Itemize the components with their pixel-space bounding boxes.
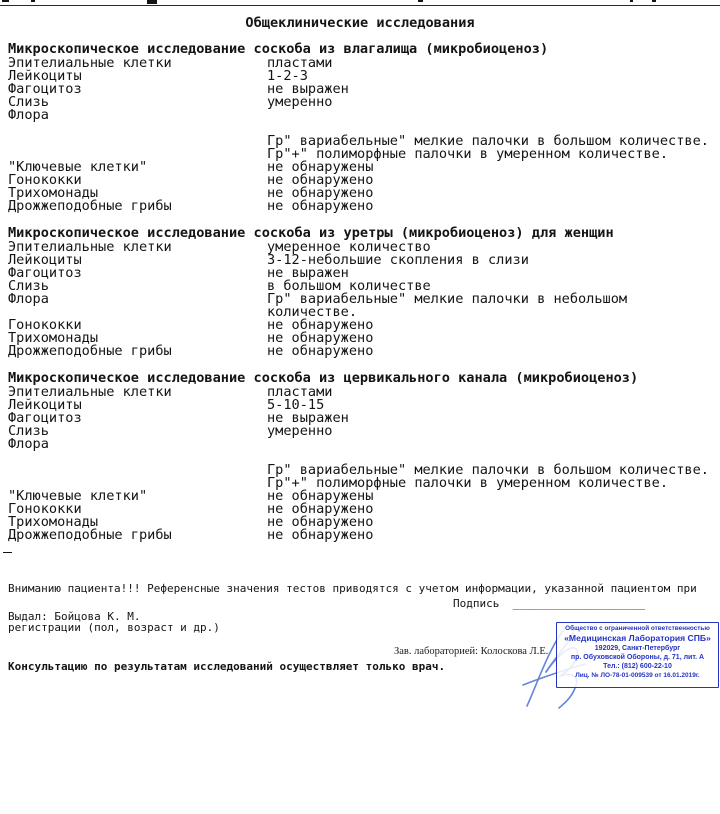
parameter-label: Слизь — [8, 423, 49, 439]
parameter-value: не обнаружено — [267, 343, 374, 359]
parameter-label: Эпителиальные клетки — [8, 384, 172, 400]
parameter-label: Дрожжеподобные грибы — [8, 343, 172, 359]
result-row — [8, 254, 718, 267]
parameter-value: не обнаружены — [267, 488, 374, 504]
parameter-label — [8, 464, 267, 477]
parameter-label: "Ключевые клетки" — [8, 488, 148, 504]
parameter-value: Гр"+" полиморфные палочки в умеренном количестве. — [267, 146, 669, 162]
parameter-value: не обнаружено — [267, 501, 374, 517]
parameter-value: Гр" вариабельные" мелкие палочки в большом количестве. — [267, 133, 709, 149]
parameter-label: Лейкоциты — [8, 397, 82, 413]
stamp-line-company-type: Общество с ограниченной ответственностью — [565, 625, 710, 632]
parameter-value: пластами — [267, 55, 333, 71]
section-rows — [8, 386, 718, 542]
section-heading: Микроскопическое исследование соскоба из уретры (микробиоценоз) для женщин — [8, 225, 614, 241]
parameter-label: Флора — [8, 436, 49, 452]
result-row — [8, 57, 718, 70]
parameter-value: умеренное количество — [267, 239, 431, 255]
parameter-label: Фагоцитоз — [8, 410, 82, 426]
stamp-line-lab-name: «Медицинская Лаборатория СПБ» — [564, 633, 711, 644]
stamp-line-address: пр. Обуховской Обороны, д. 71, лит. А — [570, 654, 705, 661]
section-rows — [8, 57, 718, 213]
parameter-label — [8, 451, 267, 464]
parameter-value — [267, 438, 718, 451]
parameter-label: Эпителиальные клетки — [8, 55, 172, 71]
signature-field — [453, 597, 645, 610]
parameter-value: не обнаружено — [267, 185, 374, 201]
result-row — [8, 293, 718, 306]
parameter-value: 5-10-15 — [267, 397, 325, 413]
parameter-value — [267, 109, 718, 122]
results-sections — [8, 42, 718, 555]
section-heading: Микроскопическое исследование соскоба из цервикального канала (микробиоценоз) — [8, 370, 639, 386]
parameter-label: Дрожжеподобные грибы — [8, 527, 172, 543]
parameter-label: Гонококки — [8, 317, 82, 333]
parameter-value: 1-2-3 — [267, 68, 308, 84]
lab-stamp — [556, 622, 719, 688]
parameter-label: Флора — [8, 291, 49, 307]
section-rows — [8, 241, 718, 358]
parameter-label: Трихомонады — [8, 185, 99, 201]
parameter-label: Трихомонады — [8, 514, 99, 530]
parameter-value: не выражен — [267, 81, 349, 97]
result-row — [8, 386, 718, 399]
consultation-notice: Консультацию по результатам исследований осуществляет только врач. — [8, 660, 446, 673]
result-row — [8, 200, 718, 213]
parameter-label: Фагоцитоз — [8, 265, 82, 281]
parameter-value: Гр"+" полиморфные палочки в умеренном количестве. — [267, 475, 669, 491]
result-row — [8, 438, 718, 451]
result-row — [8, 109, 718, 122]
parameter-label: Слизь — [8, 94, 49, 110]
parameter-label: Фагоцитоз — [8, 81, 82, 97]
parameter-value: 3-12-небольшие скопления в слизи — [267, 252, 529, 268]
result-section — [8, 226, 718, 358]
parameter-value: не обнаружены — [267, 159, 374, 175]
result-row — [8, 529, 718, 542]
header-divider — [0, 5, 720, 6]
parameter-label: Трихомонады — [8, 330, 99, 346]
parameter-value: количестве. — [267, 304, 358, 320]
notice-line-2: регистрации (пол, возраст и др.) — [8, 621, 220, 634]
signature-label: Подпись — [453, 597, 500, 610]
parameter-value: не обнаружено — [267, 198, 374, 214]
parameter-label: Флора — [8, 107, 49, 123]
parameter-value: пластами — [267, 384, 333, 400]
result-row — [8, 345, 718, 358]
parameter-label: "Ключевые клетки" — [8, 159, 148, 175]
parameter-value: не обнаружено — [267, 172, 374, 188]
issued-by: Выдал: Бойцова К. М. — [8, 610, 141, 623]
stamp-line-postcode-city: 192029, Санкт-Петербург — [594, 645, 681, 652]
parameter-label: Гонококки — [8, 501, 82, 517]
stamp-line-phone: Тел.: (812) 600-22-10 — [603, 663, 672, 670]
parameter-label: Лейкоциты — [8, 252, 82, 268]
parameter-value: Гр" вариабельные" мелкие палочки в большом количестве. — [267, 462, 709, 478]
result-row — [8, 399, 718, 412]
parameter-value: не выражен — [267, 265, 349, 281]
result-section — [8, 371, 718, 542]
section-heading: Микроскопическое исследование соскоба из влагалища (микробиоценоз) — [8, 41, 549, 57]
parameter-label — [8, 135, 267, 148]
lab-head-name: Зав. лабораторией: Колоскова Л.Е. — [394, 646, 549, 657]
signature-blank-line: ____________________ — [512, 597, 646, 610]
result-row — [8, 83, 718, 96]
parameter-value: не выражен — [267, 410, 349, 426]
parameter-value: Гр" вариабельные" мелкие палочки в небольшом — [267, 291, 628, 307]
parameter-value: не обнаружено — [267, 527, 374, 543]
result-row — [8, 425, 718, 438]
result-row — [8, 96, 718, 109]
parameter-value: умеренно — [267, 94, 333, 110]
parameter-label: Дрожжеподобные грибы — [8, 198, 172, 214]
parameter-label: Слизь — [8, 278, 49, 294]
parameter-value: в большом количестве — [267, 278, 431, 294]
parameter-label: Лейкоциты — [8, 68, 82, 84]
parameter-value: умеренно — [267, 423, 333, 439]
result-section — [8, 42, 718, 213]
footer-overline — [3, 552, 12, 553]
parameter-label: Гонококки — [8, 172, 82, 188]
result-row — [8, 412, 718, 425]
parameter-label — [8, 122, 267, 135]
page-title: Общеклинические исследования — [245, 15, 475, 31]
parameter-value: не обнаружено — [267, 514, 374, 530]
parameter-label: Эпителиальные клетки — [8, 239, 172, 255]
parameter-value: не обнаружено — [267, 330, 374, 346]
parameter-value: не обнаружено — [267, 317, 374, 333]
stamp-line-license: Лиц. № ЛО-78-01-009539 от 16.01.2019г. — [575, 672, 700, 679]
result-row — [8, 70, 718, 83]
notice-line-1: Вниманию пациента!!! Референсные значения тестов приводятся с учетом информации, указанной пациентом при — [8, 582, 697, 595]
